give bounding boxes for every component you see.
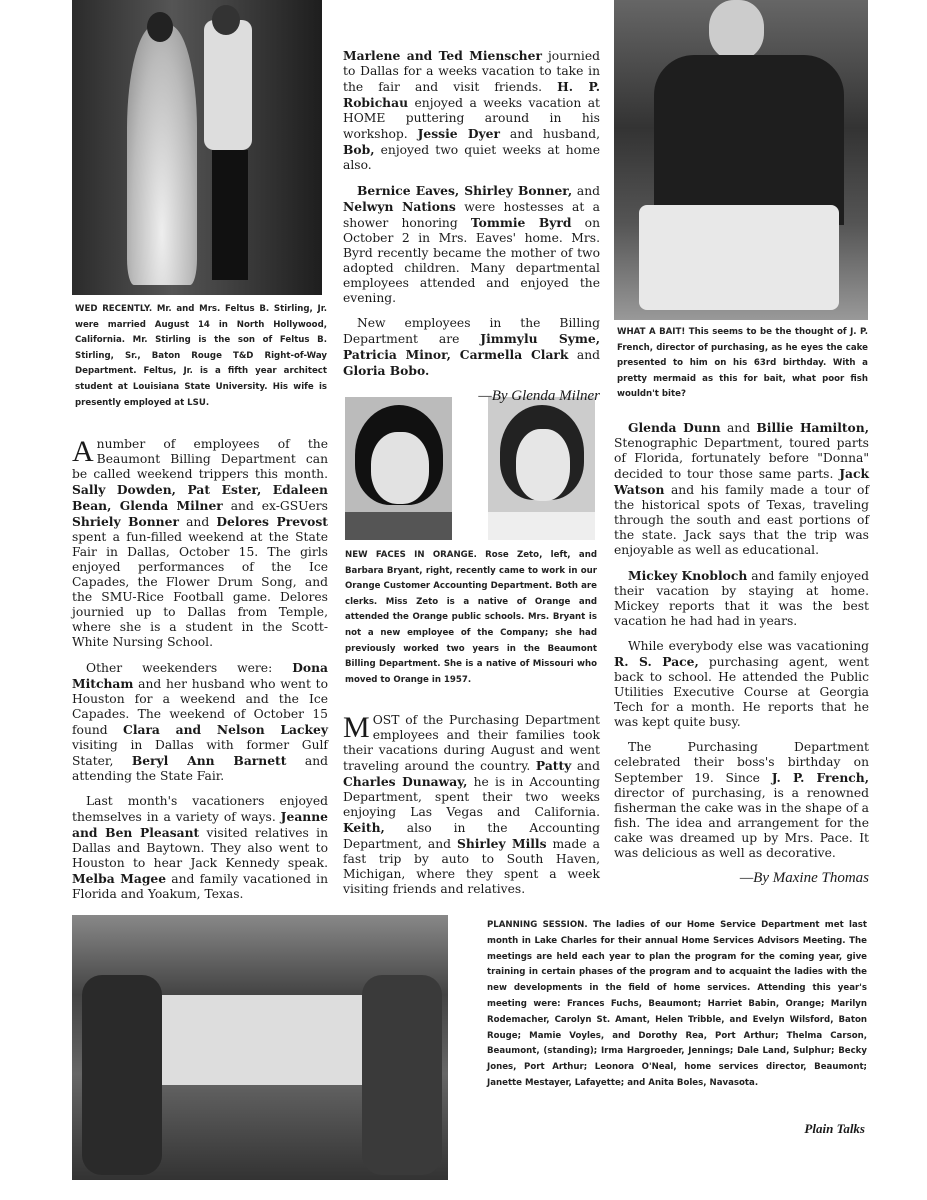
- name-highlight: Glenda Dunn: [628, 420, 721, 435]
- rose-zeto-portrait: [345, 397, 452, 540]
- bait-caption: WHAT A BAIT! This seems to be the thought of J. P. French, director of purchasing, as he eyes the cake presented to him on his 63rd birthday. With a pretty mermaid as this for bait, what poor fish wouldn't bite?: [617, 327, 868, 400]
- drop-cap: A: [72, 435, 94, 468]
- text-run: and family vacationed in Florida and Yoakum, Texas.: [72, 872, 328, 901]
- text-run: visiting in Dallas with former Gulf Stater,: [72, 738, 328, 768]
- text-run: and family enjoyed their vacation by staying at home. Mickey reports that it was the best vacation he had had in years.: [614, 569, 869, 628]
- column-3-article: [614, 420, 869, 886]
- new-faces-caption: NEW FACES IN ORANGE. Rose Zeto, left, and Barbara Bryant, right, recently came to work in our Orange Customer Accounting Department. Both are clerks. Miss Zeto is a native of Orange and attended the Orange public schools. Mrs. Bryant is not a new employee of the Company; she had previously worked two years in the Beaumont Billing Department. She is a native of Missouri who moved to Orange in 1957.: [345, 550, 597, 685]
- text-run: number of employees of the Beaumont Billing Department can be called weekend trippers this month.: [72, 437, 328, 481]
- text-run: made a fast trip by auto to South Haven, Michigan, where they spent a week visiting friends and relatives.: [343, 837, 600, 896]
- planning-session-photo: [72, 915, 448, 1180]
- planning-session-caption: PLANNING SESSION. The ladies of our Home Service Department met last month in Lake Charles for their annual Home Services Advisors Meeting. The meetings are held each year to plan the program for the coming year, give training in certain phases of the program and to acquaint the ladies with the new developments in the field of home services. Attending this year's meeting were: Frances Fuchs, Beaumont; Harriet Babin, Orange; Marilyn Rodemacher, Carolyn St. Amant, Helen Tribble, and Evelyn Wilsford, Baton Rouge; Mamie Voyles, and Dorothy Rea, Port Arthur; Thelma Carson, Beaumont, (standing); Irma Hargroeder, Jennings; Dale Land, Sulphur; Becky Jones, Port Arthur; Leonora O'Neal, home services director, Beaumont; Janette Mestayer, Lafayette; and Anita Boles, Navasota.: [487, 920, 867, 1088]
- name-highlight: Tommie Byrd: [470, 215, 572, 230]
- paragraph: [343, 316, 600, 379]
- paragraph: [343, 48, 600, 173]
- name-highlight: Billie Hamilton,: [756, 420, 869, 435]
- name-highlight: Bob,: [343, 142, 375, 157]
- text-run: and attending the State Fair.: [72, 754, 328, 783]
- name-highlight: Melba Magee: [72, 871, 167, 886]
- paragraph: [614, 420, 869, 558]
- text-run: director of purchasing, is a renowned fisherman the cake was in the shape of a fish. The idea and arrangement for the cake was dreamed up by Mrs. Pace. It was delicious as well as decorative.: [614, 786, 870, 860]
- text-run: he is in Accounting Department, spent their two weeks enjoying Las Vegas and California.: [343, 775, 600, 819]
- text-run: New employees in the Billing Department are: [343, 316, 600, 346]
- paragraph: [343, 713, 600, 897]
- wedding-photo: [72, 0, 322, 295]
- paragraph: [614, 639, 869, 730]
- drop-cap: M: [343, 711, 370, 744]
- text-run: also in the Accounting Department, and: [343, 821, 600, 851]
- barbara-bryant-portrait: [488, 397, 595, 540]
- text-run: purchasing agent, went back to school. He attended the Public Utilities Executive Course at Georgia Tech for a month. He reports that he was kept quite busy.: [614, 655, 869, 729]
- name-highlight: Jack Watson: [614, 466, 869, 497]
- text-run: and: [571, 759, 600, 773]
- name-highlight: Delores Prevost: [216, 514, 328, 529]
- name-highlight: Mickey Knobloch: [628, 568, 748, 583]
- column-2-purchasing-article: [343, 713, 600, 907]
- text-run: visited relatives in Dallas and Baytown. They also went to Houston to hear Jack Kennedy speak.: [72, 826, 328, 870]
- paragraph: [72, 794, 328, 902]
- name-highlight: Jessie Dyer: [417, 126, 500, 141]
- name-highlight: Shirley Mills: [456, 836, 547, 851]
- text-run: and: [178, 515, 217, 529]
- name-highlight: Gloria Bobo.: [343, 363, 430, 378]
- column-2-billing-article: [343, 48, 600, 404]
- text-run: Other weekenders were:: [86, 661, 293, 675]
- text-run: enjoyed two quiet weeks at home also.: [343, 143, 600, 172]
- text-run: and: [572, 184, 600, 198]
- text-run: and ex-GSUers: [222, 499, 328, 513]
- column-1-article: [72, 437, 328, 912]
- text-run: spent a fun-filled weekend at the State Fair in Dallas, October 15. The girls enjoyed performances of the Ice Capades, the Flower Drum Song, and the SMU-Rice Football game. Delores journied up to Dallas from Temple, where she is a student in the Scott-White Nursing School.: [72, 530, 328, 649]
- name-highlight: Shriely Bonner: [72, 514, 179, 529]
- name-highlight: Keith,: [343, 820, 385, 835]
- text-run: and: [720, 421, 757, 435]
- name-highlight: Jeanne and Ben Pleasant: [72, 809, 328, 840]
- name-highlight: Bernice Eaves, Shirley Bonner,: [357, 183, 573, 198]
- text-run: enjoyed a weeks vacation at HOME puttering around in his workshop.: [343, 96, 600, 141]
- text-run: Stenographic Department, toured parts of Florida, fortunately before "Donna" decided to tour those same parts.: [614, 436, 869, 481]
- text-run: were hostesses at a shower honoring: [343, 200, 600, 230]
- name-highlight: J. P. French,: [771, 770, 870, 785]
- name-highlight: R. S. Pace,: [614, 654, 699, 669]
- name-highlight: Patty: [535, 758, 572, 773]
- text-run: Last month's vacationers enjoyed themselves in a variety of ways.: [72, 794, 328, 824]
- name-highlight: Jimmylu Syme, Patricia Minor, Carmella Clark: [343, 331, 600, 362]
- text-run: and: [568, 348, 600, 362]
- text-run: on October 2 in Mrs. Eaves' home. Mrs. Byrd recently became the mother of two adopted children. Many departmental employees attended and enjoyed the evening.: [343, 216, 601, 305]
- text-run: and husband,: [499, 127, 600, 141]
- paragraph: [614, 740, 869, 861]
- name-highlight: Marlene and Ted Mienscher: [343, 48, 542, 63]
- text-run: journied to Dallas for a weeks vacation to take in the fair and visit friends.: [343, 49, 600, 94]
- paragraph: [343, 183, 600, 306]
- byline-glenda-milner: —By Glenda Milner: [478, 388, 600, 404]
- text-run: and his family made a tour of the historical spots of Texas, traveling through the south and east portions of the state. Jack says that the trip was enjoyable as well as educational.: [614, 483, 869, 557]
- wedding-caption: WED RECENTLY. Mr. and Mrs. Feltus B. Stirling, Jr. were married August 14 in North Hollywood, California. Mr. Stirling is the son of Feltus B. Stirling, Sr., Baton Rouge T&D Right-of-Way Department. Feltus, Jr. is a fifth year architect student at Louisiana State University. His wife is presently employed at LSU.: [75, 304, 327, 408]
- birthday-cake-photo: [614, 0, 868, 320]
- paragraph: [72, 437, 328, 650]
- text-run: and her husband who went to Houston for a weekend and the Ice Capades. The weekend of October 15 found: [72, 677, 328, 737]
- paragraph: [614, 568, 869, 629]
- name-highlight: Clara and Nelson Lackey: [123, 722, 328, 737]
- paragraph: [72, 660, 328, 784]
- name-highlight: H. P. Robichau: [343, 79, 600, 110]
- name-highlight: Beryl Ann Barnett: [131, 753, 287, 768]
- name-highlight: Sally Dowden, Pat Ester, Edaleen Bean, Glenda Milner: [72, 482, 328, 513]
- byline-maxine-thomas: —By Maxine Thomas: [739, 870, 869, 886]
- name-highlight: Charles Dunaway,: [343, 774, 468, 789]
- name-highlight: Nelwyn Nations: [343, 199, 456, 214]
- text-run: OST of the Purchasing Department employees and their families took their vacations during August and went traveling around the country.: [343, 713, 600, 773]
- publication-footer: Plain Talks: [804, 1121, 865, 1136]
- text-run: The Purchasing Department celebrated their boss's birthday on September 19. Since: [614, 740, 869, 785]
- text-run: While everybody else was vacationing: [628, 639, 869, 653]
- name-highlight: Dona Mitcham: [72, 660, 328, 691]
